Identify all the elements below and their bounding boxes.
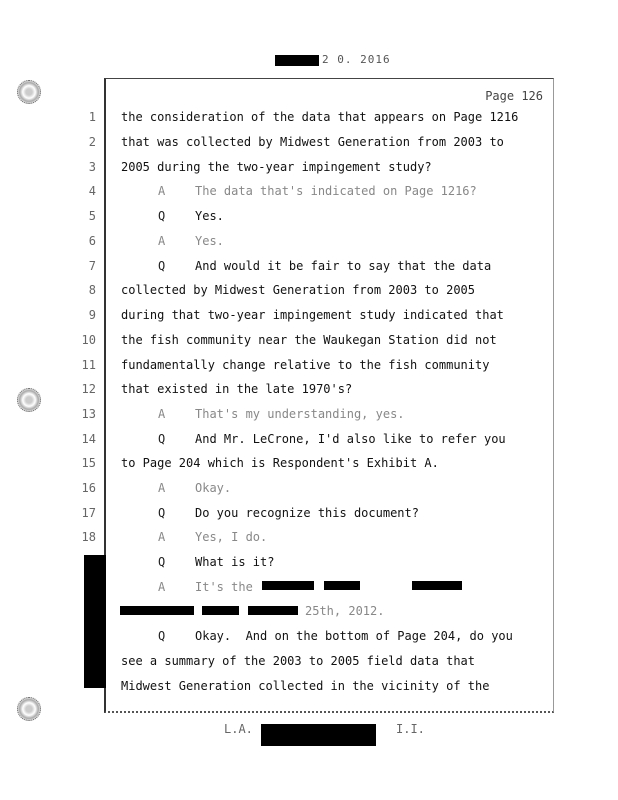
line-text: Yes, I do.: [195, 530, 268, 544]
speaker-marker: Q: [158, 432, 166, 446]
transcript-line: [0, 530, 618, 550]
text-redaction: [324, 581, 360, 590]
line-number: 18: [81, 530, 96, 544]
line-text: during that two-year impingement study indicated that: [121, 308, 504, 322]
footer-left-text: L.A.: [224, 722, 253, 736]
line-number: 11: [81, 358, 96, 372]
text-redaction: [412, 581, 462, 590]
line-text: Okay. And on the bottom of Page 204, do you: [195, 629, 513, 643]
line-number: 17: [81, 506, 96, 520]
line-number: 1: [88, 110, 96, 124]
line-text: Okay.: [195, 481, 232, 495]
transcript-line: [0, 333, 618, 353]
transcript-line: [0, 308, 618, 328]
line-text: 2005 during the two-year impingement study?: [121, 160, 432, 174]
speaker-marker: Q: [158, 506, 166, 520]
line-text: Yes.: [195, 234, 224, 248]
line-text: to Page 204 which is Respondent's Exhibit A.: [121, 456, 439, 470]
footer-redaction: [261, 724, 376, 746]
line-number: 5: [88, 209, 96, 223]
line-number: 13: [81, 407, 96, 421]
binder-hole-bottom: [17, 697, 41, 721]
line-text: 25th, 2012.: [305, 604, 385, 618]
transcript-line: [0, 209, 618, 229]
text-redaction: [202, 606, 239, 615]
transcript-line: [0, 407, 618, 427]
text-redaction: [262, 581, 314, 590]
line-number: 2: [88, 135, 96, 149]
header-redaction: [275, 55, 319, 66]
transcript-line: [0, 679, 618, 699]
line-text: That's my understanding, yes.: [195, 407, 405, 421]
line-text: Midwest Generation collected in the vicinity of the: [121, 679, 490, 693]
line-number: 16: [81, 481, 96, 495]
speaker-marker: Q: [158, 209, 166, 223]
page-label: Page 126: [485, 89, 543, 103]
line-text: The data that's indicated on Page 1216?: [195, 184, 477, 198]
speaker-marker: Q: [158, 629, 166, 643]
text-redaction: [248, 606, 298, 615]
line-text: What is it?: [195, 555, 275, 569]
binder-hole-top: [17, 80, 41, 104]
text-redaction: [120, 606, 194, 615]
transcript-line: [0, 358, 618, 378]
transcript-line: [0, 654, 618, 674]
line-text: that existed in the late 1970's?: [121, 382, 353, 396]
line-text: And Mr. LeCrone, I'd also like to refer you: [195, 432, 506, 446]
header-date: 2 0. 2016: [322, 53, 391, 66]
speaker-marker: Q: [158, 555, 166, 569]
transcript-line: [0, 110, 618, 130]
transcript-line: [0, 259, 618, 279]
transcript-line: [0, 135, 618, 155]
speaker-marker: A: [158, 530, 166, 544]
transcript-line: [0, 184, 618, 204]
speaker-marker: A: [158, 481, 166, 495]
transcript-line: [0, 604, 618, 624]
line-text: Do you recognize this document?: [195, 506, 419, 520]
transcript-line: [0, 283, 618, 303]
line-text: Yes.: [195, 209, 224, 223]
transcript-line: [0, 506, 618, 526]
line-number: 3: [88, 160, 96, 174]
line-number: 15: [81, 456, 96, 470]
speaker-marker: A: [158, 580, 166, 594]
transcript-line: [0, 481, 618, 501]
line-text: see a summary of the 2003 to 2005 field data that: [121, 654, 476, 668]
line-text: It's the: [195, 580, 253, 594]
transcript-line: [0, 432, 618, 452]
line-number: 8: [88, 283, 96, 297]
line-number: 14: [81, 432, 96, 446]
speaker-marker: A: [158, 407, 166, 421]
speaker-marker: A: [158, 234, 166, 248]
transcript-line: [0, 160, 618, 180]
line-number: 6: [88, 234, 96, 248]
footer-right-text: I.I.: [396, 722, 425, 736]
transcript-line: [0, 382, 618, 402]
line-number: 12: [81, 382, 96, 396]
transcript-line: [0, 555, 618, 575]
speaker-marker: Q: [158, 259, 166, 273]
line-number: 7: [88, 259, 96, 273]
line-number: 4: [88, 184, 96, 198]
transcript-line: [0, 456, 618, 476]
speaker-marker: A: [158, 184, 166, 198]
line-text: the consideration of the data that appears on Page 1216: [121, 110, 519, 124]
line-text: And would it be fair to say that the data: [195, 259, 492, 273]
transcript-line: [0, 629, 618, 649]
line-text: the fish community near the Waukegan Station did not: [121, 333, 497, 347]
line-number: 10: [81, 333, 96, 347]
line-number: 9: [88, 308, 96, 322]
line-text: collected by Midwest Generation from 2003 to 2005: [121, 283, 476, 297]
line-text: fundamentally change relative to the fish community: [121, 358, 490, 372]
line-text: that was collected by Midwest Generation from 2003 to: [121, 135, 504, 149]
transcript-line: [0, 234, 618, 254]
